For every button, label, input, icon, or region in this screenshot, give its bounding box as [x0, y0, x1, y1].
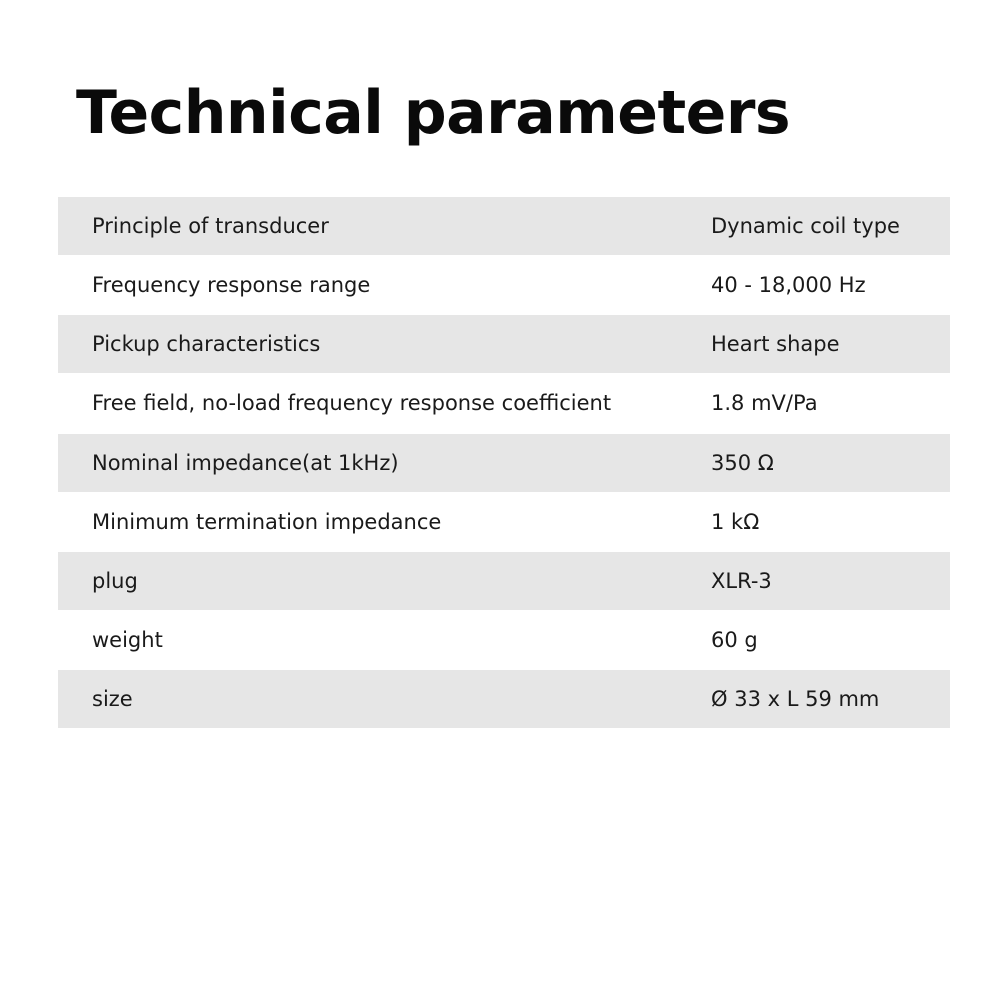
spec-value: 60 g [711, 627, 758, 652]
spec-value: 40 - 18,000 Hz [711, 273, 866, 298]
spec-label: Pickup characteristics [92, 332, 321, 357]
spec-value: 350 Ω [711, 450, 774, 475]
spec-row-pickup-characteristics [58, 315, 950, 373]
spec-value: Heart shape [711, 332, 840, 357]
spec-row-nominal-impedance [58, 434, 950, 492]
spec-row-termination-impedance [58, 493, 950, 551]
spec-row-weight [58, 611, 950, 669]
spec-row-frequency-range [58, 256, 950, 314]
spec-value: 1 kΩ [711, 509, 760, 534]
spec-label: Free field, no-load frequency response coefficient [92, 391, 612, 416]
spec-label: Principle of transducer [92, 214, 329, 238]
spec-label: Frequency response range [92, 273, 371, 298]
spec-value: Ø 33 x L 59 mm [711, 687, 880, 711]
spec-table [58, 197, 950, 729]
spec-value: Dynamic coil type [711, 214, 900, 238]
spec-label: size [92, 687, 133, 711]
spec-label: Minimum termination impedance [92, 509, 442, 534]
spec-value: 1.8 mV/Pa [711, 391, 818, 416]
spec-value: XLR-3 [711, 568, 772, 593]
spec-label: weight [92, 627, 163, 652]
spec-label: Nominal impedance(at 1kHz) [92, 450, 399, 475]
page-title: Technical parameters [76, 78, 791, 148]
spec-row-plug [58, 552, 950, 610]
spec-row-transducer-principle [58, 197, 950, 255]
spec-row-response-coefficient [58, 374, 950, 432]
spec-label: plug [92, 568, 138, 593]
spec-row-size [58, 670, 950, 728]
